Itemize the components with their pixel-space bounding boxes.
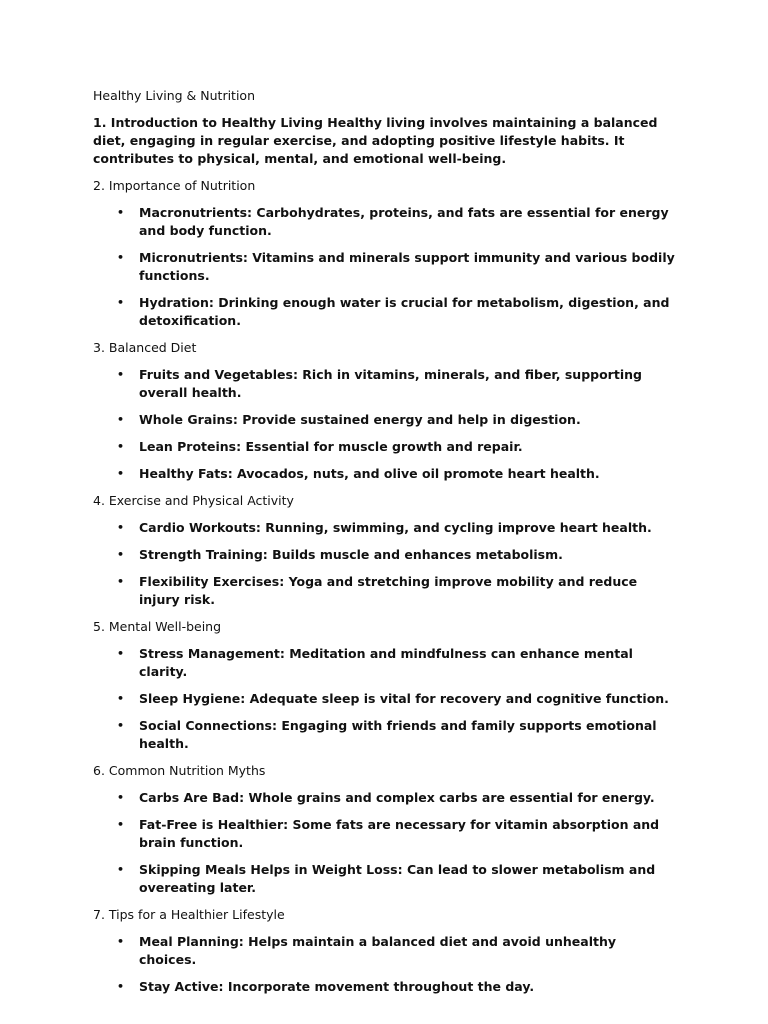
list-item-text: Fat-Free is Healthier: Some fats are necessary for vitamin absorption and brain function. xyxy=(139,817,660,850)
bullet-icon: • xyxy=(117,521,125,534)
bullet-icon: • xyxy=(117,206,125,219)
bullet-icon: • xyxy=(117,692,125,705)
list-item xyxy=(93,978,676,996)
list-item-text: Meal Planning: Helps maintain a balanced diet and avoid unhealthy choices. xyxy=(139,934,617,967)
list-item xyxy=(93,465,676,483)
list-item-text: Micronutrients: Vitamins and minerals support immunity and various bodily functions. xyxy=(139,250,675,283)
bullet-icon: • xyxy=(117,647,125,660)
bullet-list xyxy=(93,933,676,996)
list-item xyxy=(93,411,676,429)
bullet-icon: • xyxy=(117,548,125,561)
list-item-text: Lean Proteins: Essential for muscle growth and repair. xyxy=(139,439,523,454)
list-item xyxy=(93,717,676,753)
list-item-text: Skipping Meals Helps in Weight Loss: Can lead to slower metabolism and overeating later. xyxy=(139,862,656,895)
list-item xyxy=(93,789,676,807)
document-title: Healthy Living & Nutrition xyxy=(93,88,256,103)
section-balanced-diet xyxy=(93,339,676,483)
list-item xyxy=(93,861,676,897)
list-item-text: Sleep Hygiene: Adequate sleep is vital for recovery and cognitive function. xyxy=(139,691,669,706)
bullet-icon: • xyxy=(117,719,125,732)
bullet-icon: • xyxy=(117,791,125,804)
list-item-text: Strength Training: Builds muscle and enhances metabolism. xyxy=(139,547,563,562)
bullet-icon: • xyxy=(117,413,125,426)
list-item xyxy=(93,690,676,708)
section-heading: 5. Mental Well-being xyxy=(93,619,222,634)
list-item-text: Stay Active: Incorporate movement throughout the day. xyxy=(139,979,535,994)
bullet-icon: • xyxy=(117,467,125,480)
list-item xyxy=(93,645,676,681)
list-item-text: Hydration: Drinking enough water is crucial for metabolism, digestion, and detoxification. xyxy=(139,295,670,328)
bullet-list xyxy=(93,204,676,330)
section-heading: 6. Common Nutrition Myths xyxy=(93,763,266,778)
list-item xyxy=(93,366,676,402)
bullet-icon: • xyxy=(117,863,125,876)
bullet-icon: • xyxy=(117,440,125,453)
list-item-text: Healthy Fats: Avocados, nuts, and olive oil promote heart health. xyxy=(139,466,600,481)
list-item xyxy=(93,816,676,852)
section-nutrition-myths xyxy=(93,762,676,897)
list-item-text: Whole Grains: Provide sustained energy and help in digestion. xyxy=(139,412,581,427)
bullet-list xyxy=(93,366,676,483)
section-exercise xyxy=(93,492,676,609)
bullet-icon: • xyxy=(117,296,125,309)
list-item-text: Flexibility Exercises: Yoga and stretching improve mobility and reduce injury risk. xyxy=(139,574,638,607)
bullet-icon: • xyxy=(117,251,125,264)
section-heading: 7. Tips for a Healthier Lifestyle xyxy=(93,907,285,922)
list-item xyxy=(93,519,676,537)
section-heading: 3. Balanced Diet xyxy=(93,340,197,355)
bullet-icon: • xyxy=(117,980,125,993)
section-heading: 4. Exercise and Physical Activity xyxy=(93,493,294,508)
section-heading: 2. Importance of Nutrition xyxy=(93,178,256,193)
bullet-list xyxy=(93,789,676,897)
bullet-list xyxy=(93,519,676,609)
list-item-text: Fruits and Vegetables: Rich in vitamins, minerals, and fiber, supporting overall health. xyxy=(139,367,642,400)
bullet-icon: • xyxy=(117,368,125,381)
bullet-icon: • xyxy=(117,575,125,588)
list-item xyxy=(93,438,676,456)
list-item xyxy=(93,546,676,564)
list-item-text: Carbs Are Bad: Whole grains and complex carbs are essential for energy. xyxy=(139,790,655,805)
list-item-text: Social Connections: Engaging with friends and family supports emotional health. xyxy=(139,718,657,751)
list-item xyxy=(93,249,676,285)
list-item-text: Macronutrients: Carbohydrates, proteins, and fats are essential for energy and body function. xyxy=(139,205,669,238)
list-item xyxy=(93,294,676,330)
list-item xyxy=(93,933,676,969)
list-item xyxy=(93,204,676,240)
list-item xyxy=(93,573,676,609)
list-item-text: Stress Management: Meditation and mindfulness can enhance mental clarity. xyxy=(139,646,633,679)
section-lifestyle-tips xyxy=(93,906,676,996)
bullet-list xyxy=(93,645,676,753)
intro-paragraph: 1. Introduction to Healthy Living Healthy living involves maintaining a balanced diet, engaging in regular exercise, and adopting positive lifestyle habits. It contributes to physical, mental, and emotional well-being. xyxy=(93,115,658,166)
bullet-icon: • xyxy=(117,935,125,948)
section-nutrition xyxy=(93,177,676,330)
list-item-text: Cardio Workouts: Running, swimming, and cycling improve heart health. xyxy=(139,520,652,535)
section-mental-wellbeing xyxy=(93,618,676,753)
bullet-icon: • xyxy=(117,818,125,831)
